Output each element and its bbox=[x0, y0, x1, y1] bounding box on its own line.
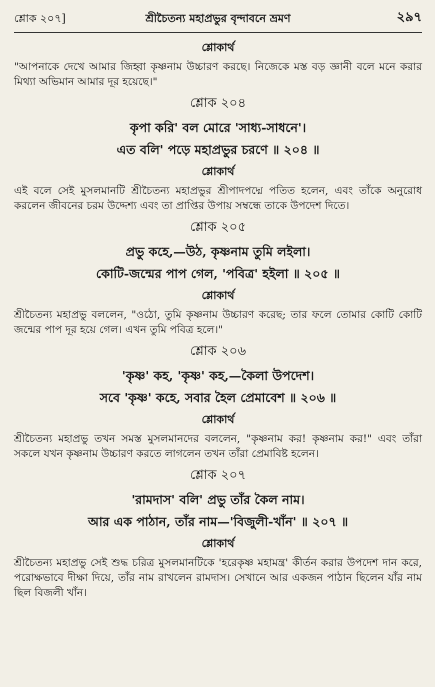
verse-number: শ্লোক ২০৪ bbox=[189, 96, 247, 111]
verse-line: আর এক পাঠান, তাঁর নাম—'বিজুলী-খাঁন' ॥ ২০৭ ॥ bbox=[87, 514, 349, 529]
header-chapter-title: শ্রীচৈতন্য মহাপ্রভুর বৃন্দাবনে ভ্রমণ bbox=[145, 12, 291, 25]
verse-line: 'রামদাস' বলি' প্রভু তাঁর কৈল নাম। bbox=[131, 492, 305, 507]
translation-text: শ্রীচৈতন্য মহাপ্রভু বললেন, "ওঠো, তুমি কৃষ্ণনাম উচ্চারণ করেছ; তার ফলে তোমার কোটি কোটি জন্মের পাপ দূর হয়ে গেল। এখন তুমি পবিত্র হলে।" bbox=[14, 309, 422, 336]
header-verse-ref: শ্লোক ২০৭] bbox=[14, 12, 66, 25]
verse-line: কোটি-জন্মের পাপ গেল, 'পবিত্র' হইলা ॥ ২০৫ ॥ bbox=[96, 266, 340, 281]
translation-label: শ্লোকার্থ bbox=[201, 413, 235, 426]
verse-number: শ্লোক ২০৫ bbox=[189, 220, 247, 235]
translation-text: শ্রীচৈতন্য মহাপ্রভু তখন সমস্ত মুসলমানদের বললেন, "কৃষ্ণনাম কর! কৃষ্ণনাম কর!" এবং তাঁরা সকলে যখন কৃষ্ণনাম উচ্চারণ করতে লাগলেন তখন তাঁরা প্রেমাবিষ্ট হলেন। bbox=[14, 433, 422, 460]
page-header bbox=[14, 8, 422, 28]
book-page bbox=[14, 8, 422, 680]
translation-label: শ্লোকার্থ bbox=[201, 537, 235, 550]
verse-number: শ্লোক ২০৭ bbox=[189, 468, 247, 483]
header-rule bbox=[14, 32, 422, 33]
verse-line: প্রভু কহে,—উঠ, কৃষ্ণনাম তুমি লইলা। bbox=[125, 244, 311, 259]
translation-text: "আপনাকে দেখে আমার জিহ্বা কৃষ্ণনাম উচ্চারণ করছে। নিজেকে মস্ত বড় জ্ঞানী বলে মনে করার মিথ্যা অভিমান আমার দূর হয়েছে।" bbox=[14, 61, 422, 88]
translation-text: এই বলে সেই মুসলমানটি শ্রীচৈতন্য মহাপ্রভুর শ্রীপাদপদ্মে পতিত হলেন, এবং তাঁকে অনুরোধ করলেন জীবনের চরম উদ্দেশ্য এবং তা প্রাপ্তির উপায় সম্বন্ধে তাকে উপদেশ দিতে। bbox=[14, 185, 422, 212]
page-number: ২৯৭ bbox=[396, 10, 422, 25]
verse-line: সবে 'কৃষ্ণ' কহে, সবার হৈল প্রেমাবেশ ॥ ২০৬ ॥ bbox=[99, 390, 337, 405]
translation-label: শ্লোকার্থ bbox=[201, 165, 235, 178]
verse-line: এত বলি' পড়ে মহাপ্রভুর চরণে ॥ ২০৪ ॥ bbox=[116, 142, 320, 157]
verse-line: কৃপা করি' বল মোরে 'সাধ্য-সাধনে'। bbox=[129, 120, 307, 135]
translation-label: শ্লোকার্থ bbox=[201, 41, 235, 54]
translation-label: শ্লোকার্থ bbox=[201, 289, 235, 302]
verse-number: শ্লোক ২০৬ bbox=[189, 344, 247, 359]
verse-line: 'কৃষ্ণ' কহ, 'কৃষ্ণ' কহ,—কৈলা উপদেশ। bbox=[121, 368, 315, 383]
translation-text: শ্রীচৈতন্য মহাপ্রভু সেই শুদ্ধ চরিত্র মুসলমানটিকে 'হরেকৃষ্ণ মহামন্ত্র' কীর্তন করার উপদেশ দান করে, পরোক্ষভাবে দীক্ষা দিয়ে, তাঁর নাম রাখলেন রামদাস। সেখানে আর একজন পাঠান ছিলেন যাঁর নাম ছিল বিজলী খাঁন। bbox=[14, 557, 422, 599]
